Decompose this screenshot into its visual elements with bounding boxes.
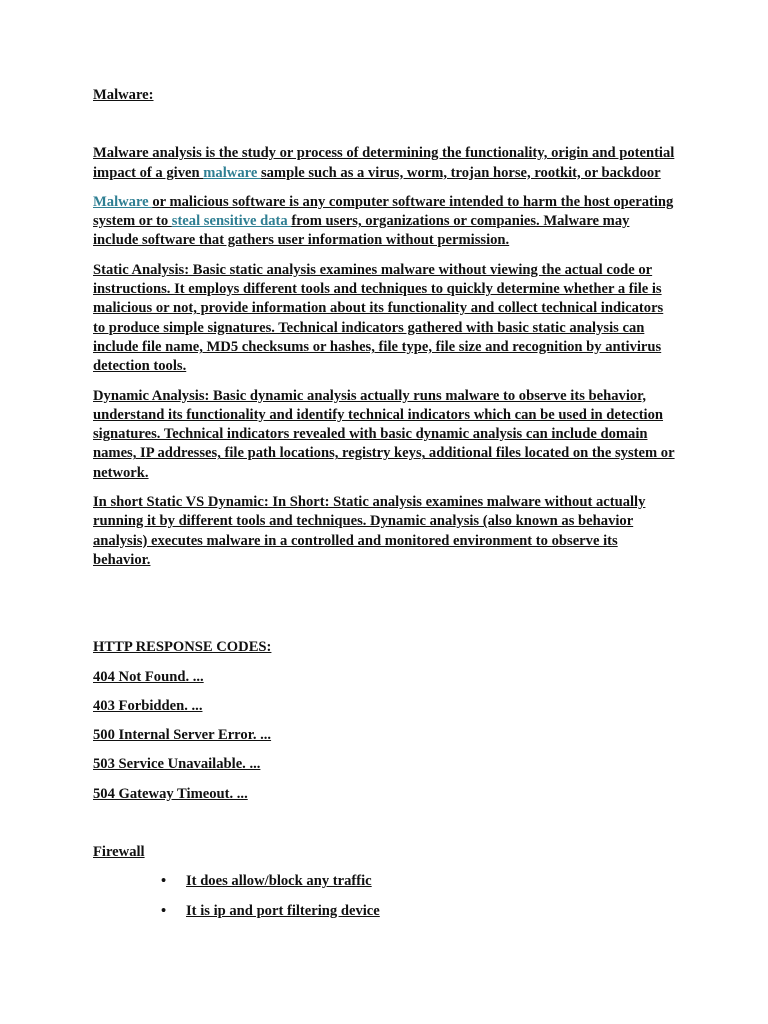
list-item xyxy=(93,872,678,891)
malware-definition-link[interactable]: Malware xyxy=(93,193,153,210)
paragraph-text: or malicious software is any computer software intended to harm the host operating system or to xyxy=(93,193,674,230)
paragraph-static-analysis: Static Analysis: Basic static analysis examines malware without viewing the actual code or instructions. It employs different tools and techniques to quickly determine whether a file is malicious or not, provide information about its functionality and collect technical indicators to produce simple signatures. Technical indicators gathered with basic static analysis can include file name, MD5 checksums or hashes, file type, file size and recognition by antivirus detection tools. xyxy=(93,261,664,375)
firewall-list xyxy=(93,872,678,921)
http-codes-heading: HTTP RESPONSE CODES: xyxy=(93,639,272,656)
list-item xyxy=(93,902,678,921)
paragraph-malware-definition xyxy=(93,193,678,251)
document-body xyxy=(93,86,678,931)
spacer xyxy=(93,814,678,843)
list-item-text: It is ip and port filtering device xyxy=(186,902,380,919)
http-code-504: 504 Gateway Timeout. ... xyxy=(93,785,248,802)
steal-sensitive-data-link[interactable]: steal sensitive data xyxy=(171,213,292,230)
list-item-text: It does allow/block any traffic xyxy=(186,873,372,890)
paragraph-text: sample such as a virus, worm, trojan horse, rootkit, or backdoor xyxy=(260,164,661,181)
http-code-503: 503 Service Unavailable. ... xyxy=(93,756,261,773)
paragraph-text: Malware analysis is the study or process of determining the functionality, origin and potential impact of a given xyxy=(93,145,675,181)
malware-link[interactable]: malware xyxy=(203,164,261,181)
spacer xyxy=(93,580,678,638)
paragraph-text: from users, organizations or companies. Malware may include software that gathers user information without permission. xyxy=(93,213,630,249)
spacer xyxy=(93,105,678,144)
paragraph-malware-analysis xyxy=(93,144,678,183)
http-code-404: 404 Not Found. ... xyxy=(93,668,204,685)
http-code-403: 403 Forbidden. ... xyxy=(93,697,203,714)
bullet-icon: • xyxy=(161,902,167,919)
paragraph-dynamic-analysis: Dynamic Analysis: Basic dynamic analysis actually runs malware to observe its behavior, understand its functionality and identify technical indicators which can be used in detection signatures. Technical indicators revealed with basic dynamic analysis can include domain names, IP addresses, file path locations, registry keys, additional files located on the system or network. xyxy=(93,387,675,481)
bullet-icon: • xyxy=(161,873,167,890)
page-title: Malware: xyxy=(93,87,154,103)
firewall-heading: Firewall xyxy=(93,844,145,861)
paragraph-static-vs-dynamic: In short Static VS Dynamic: In Short: Static analysis examines malware without actually running it by different tools and techniques. Dynamic analysis (also known as behavior analysis) executes malware in a controlled and monitored environment to observe its behavior. xyxy=(93,494,646,568)
http-code-500: 500 Internal Server Error. ... xyxy=(93,727,272,744)
